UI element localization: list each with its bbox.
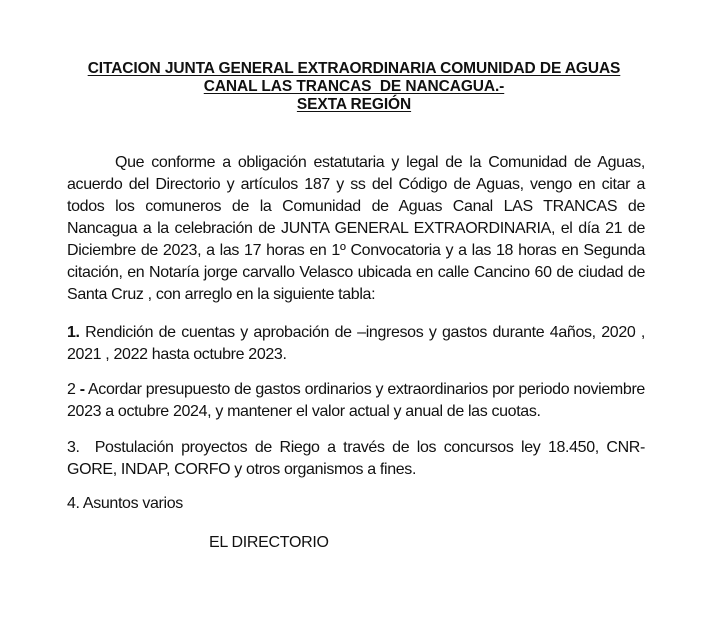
agenda-item-number: 3. bbox=[67, 439, 80, 456]
agenda-item-text: Postulación proyectos de Riego a través de los concursos ley 18.450, CNR-GORE, INDAP, CORFO y otros organismos a fines. bbox=[67, 439, 645, 478]
agenda-item-separator: - bbox=[79, 381, 85, 398]
agenda-item-4 bbox=[67, 493, 645, 515]
signature: EL DIRECTORIO bbox=[209, 534, 329, 551]
agenda-item-1 bbox=[67, 322, 645, 366]
agenda-item-number: 2 bbox=[67, 381, 80, 398]
agenda-item-text: Acordar presupuesto de gastos ordinarios y extraordinarios por periodo noviembre 2023 a octubre 2024, y mantener el valor actual y anual de las cuotas. bbox=[67, 381, 645, 420]
document-title bbox=[60, 60, 648, 114]
title-line-1: CITACION JUNTA GENERAL EXTRAORDINARIA COMUNIDAD DE AGUAS bbox=[87, 60, 621, 77]
title-line-3: SEXTA REGIÓN bbox=[296, 96, 412, 113]
agenda-item-text: Asuntos varios bbox=[79, 495, 183, 512]
intro-paragraph: Que conforme a obligación estatutaria y legal de la Comunidad de Aguas, acuerdo del Directorio y artículos 187 y ss del Código de Aguas, vengo en citar a todos los comuneros de la Comunidad de Aguas Canal LAS TRANCAS de Nancagua a la celebración de JUNTA GENERAL EXTRAORDINARIA, el día 21 de Diciembre de 2023, a las 17 horas en 1º Convocatoria y a las 18 horas en Segunda citación, en Notaría jorge carvallo Velasco ubicada en calle Cancino 60 de ciudad de Santa Cruz , con arreglo en la siguiente tabla: bbox=[67, 154, 645, 303]
agenda-item-text: Rendición de cuentas y aprobación de –ingresos y gastos durante 4años, 2020 , 2021 , 2022 hasta octubre 2023. bbox=[67, 324, 645, 363]
agenda-item-2 bbox=[67, 379, 645, 423]
agenda-item-3 bbox=[67, 437, 645, 481]
agenda-item-number: 1. bbox=[67, 324, 80, 341]
agenda-item-number: 4. bbox=[67, 495, 80, 512]
title-line-2: CANAL LAS TRANCAS DE NANCAGUA.- bbox=[203, 78, 505, 95]
